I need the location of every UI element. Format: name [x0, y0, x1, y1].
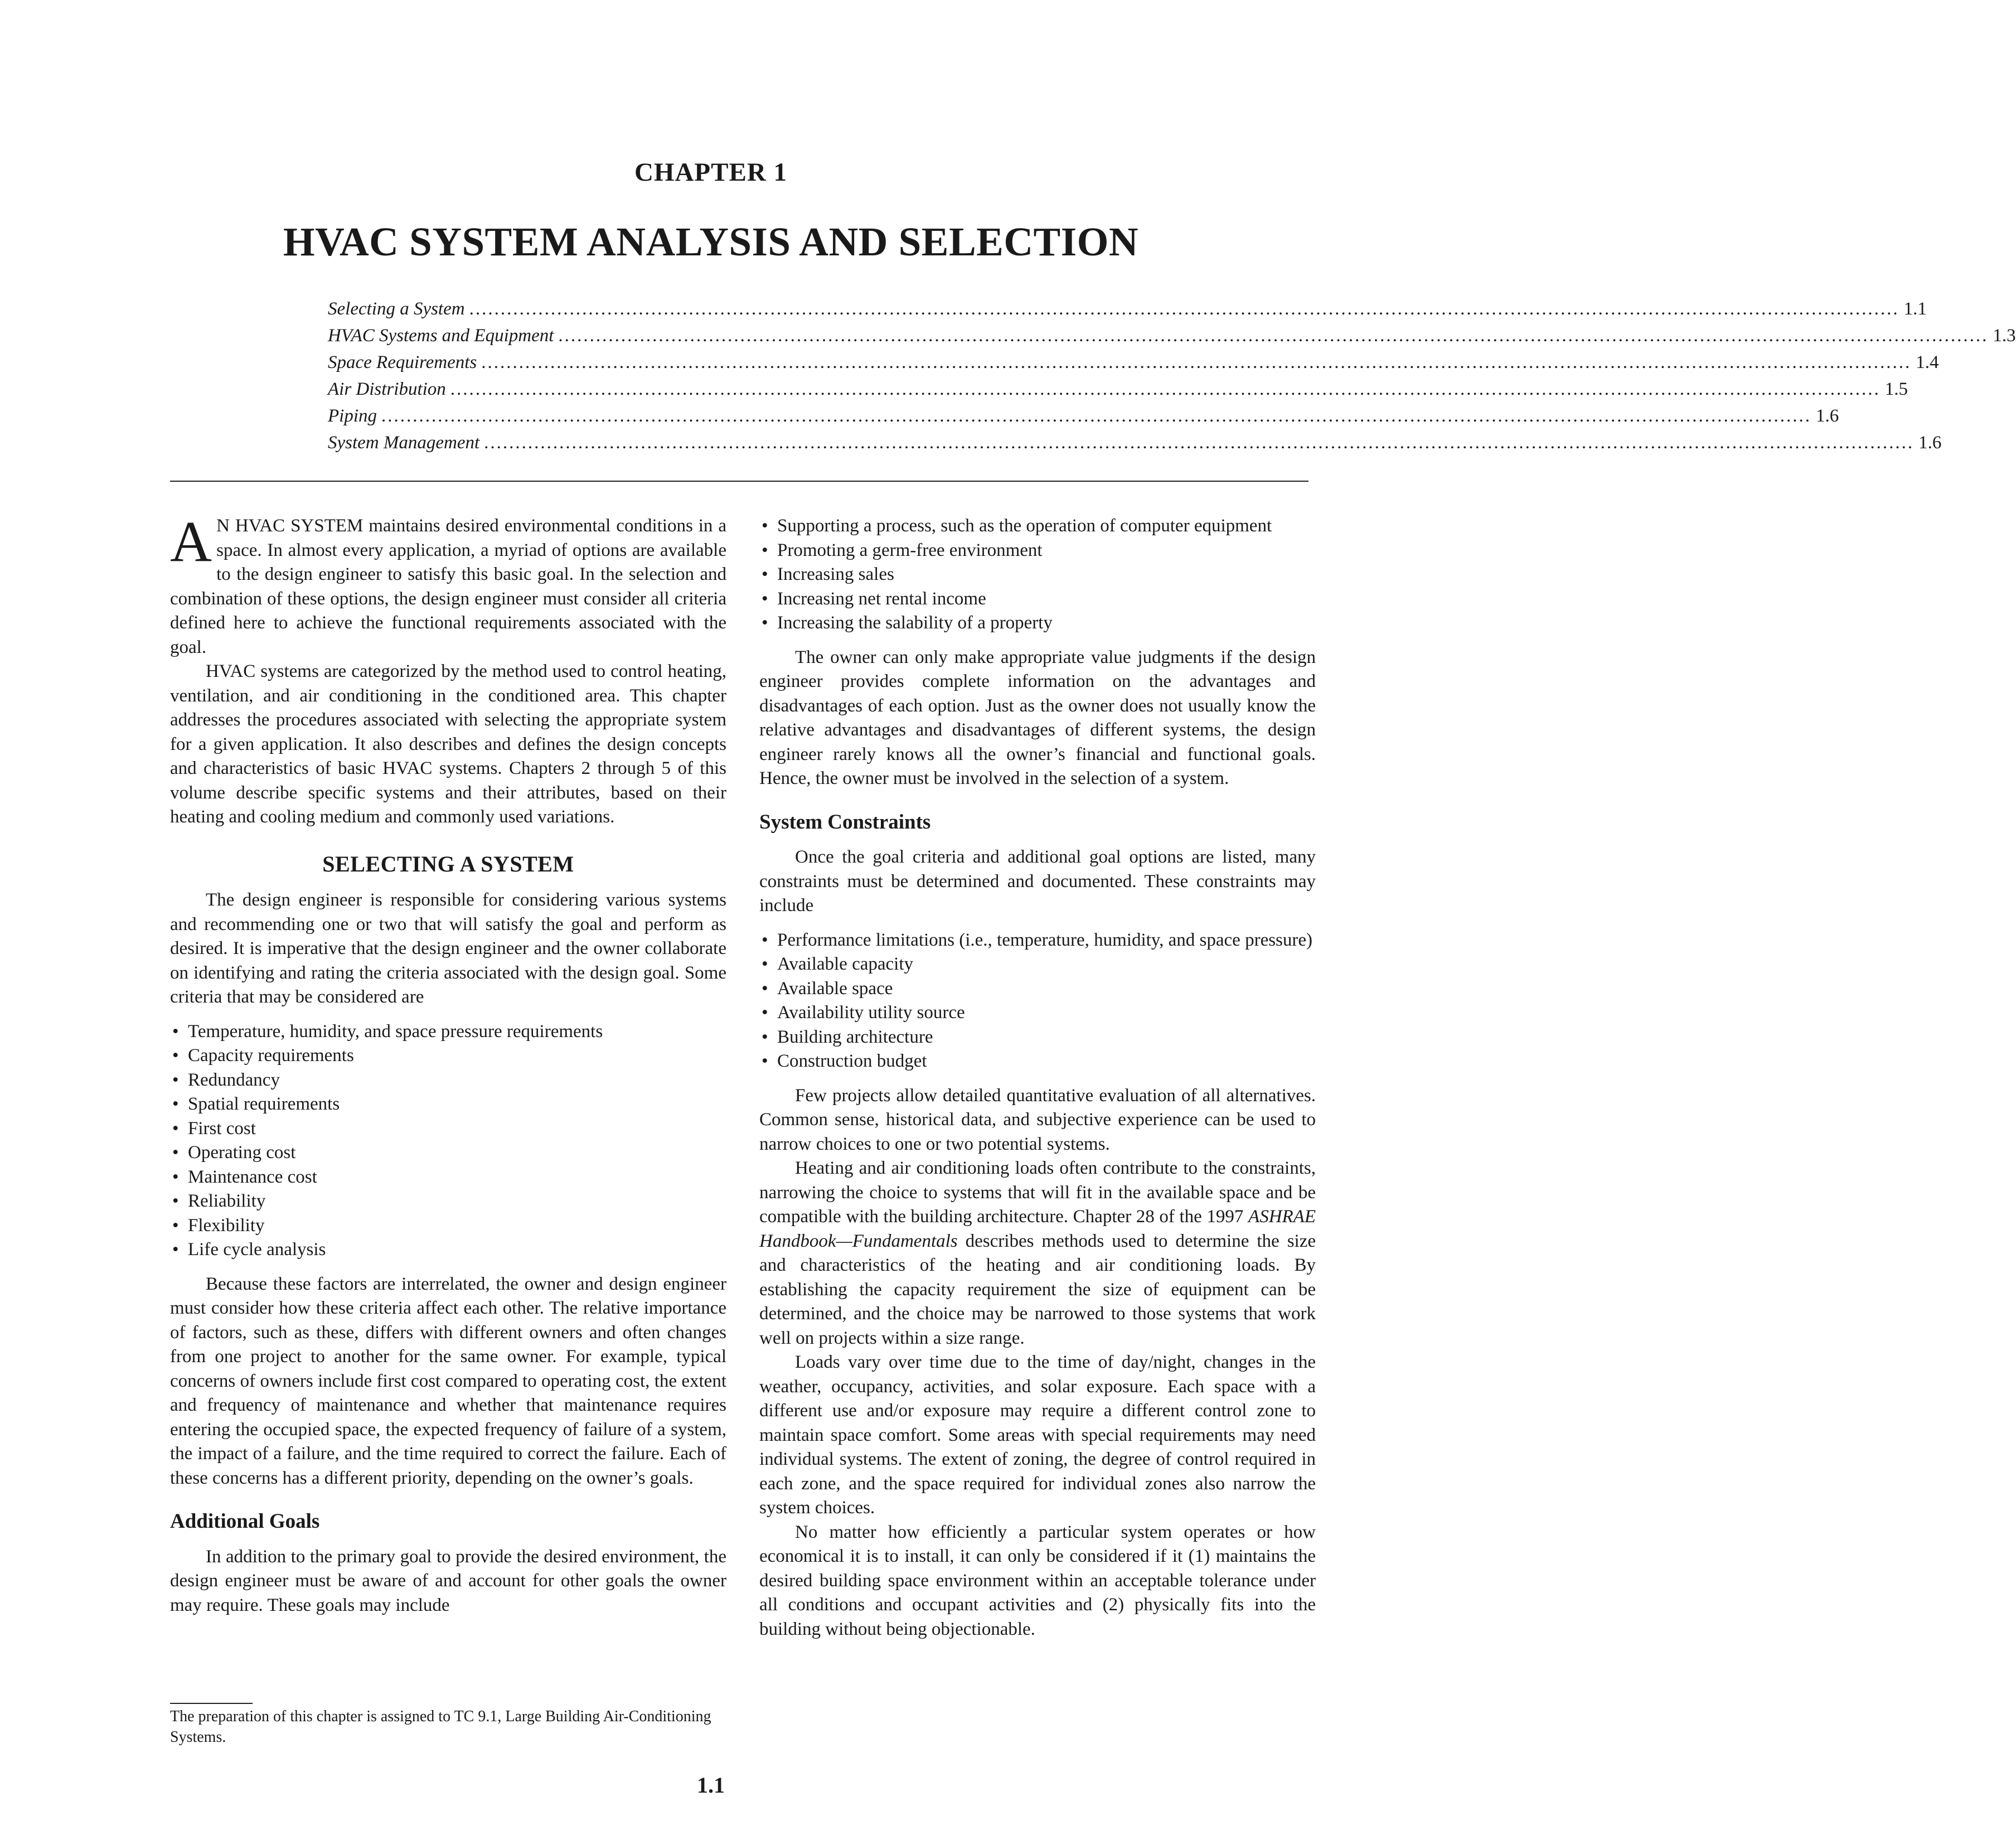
list-item: • Increasing sales — [759, 563, 1316, 587]
goals-list — [759, 514, 1316, 636]
page-number: 1.1 — [697, 1773, 725, 1798]
toc-entry-page: 1.1 — [1903, 299, 1927, 319]
list-item: • Temperature, humidity, and space pressure requirements — [170, 1020, 726, 1044]
constraints-list — [759, 928, 1316, 1074]
toc-entry-title: Air Distribution — [328, 379, 446, 399]
list-item: • Increasing net rental income — [759, 587, 1316, 612]
list-item: • Available capacity — [759, 952, 1316, 977]
toc-entry-title: Piping — [328, 406, 377, 426]
header-divider — [170, 481, 1309, 482]
body-paragraph: The owner can only make appropriate value judgments if the design engineer provides complete information on the advantages and disadvantages of each option. Just as the owner does not usually know the relative advantages and disadvantages of different systems, the design engineer rarely knows all the owner’s financial and functional goals. Hence, the owner must be involved in the selection of a system. — [759, 647, 1316, 788]
body-paragraph — [759, 1156, 1316, 1350]
left-column — [170, 510, 726, 1618]
toc-entry[interactable] — [328, 349, 1939, 376]
toc-entry[interactable] — [328, 322, 2016, 349]
chapter-title: HVAC SYSTEM ANALYSIS AND SELECTION — [283, 219, 1139, 264]
list-item: • Capacity requirements — [170, 1044, 726, 1068]
intro-text: N HVAC SYSTEM maintains desired environmental conditions in a space. In almost every application, a myriad of options are available to the design engineer to satisfy this basic goal. In the selection and combination of these options, the design engineer must consider all criteria defined here to achieve the functional requirements associated with the goal. — [170, 516, 726, 657]
list-item: • Flexibility — [170, 1214, 726, 1238]
footnote-divider — [170, 1703, 253, 1704]
toc-entry-title: Space Requirements — [328, 352, 477, 372]
toc-entry-title: Selecting a System — [328, 299, 465, 319]
footnote: The preparation of this chapter is assigned to TC 9.1, Large Building Air-Conditioning Systems. — [170, 1708, 711, 1746]
toc-entry-page: 1.6 — [1816, 406, 1839, 426]
list-item: • Promoting a germ-free environment — [759, 539, 1316, 563]
subsection-heading: Additional Goals — [170, 1510, 320, 1533]
list-item: • Supporting a process, such as the operation of computer equipment — [759, 514, 1316, 539]
text-run: describes methods used to determine the size and characteristics of the heating and air conditioning loads. By establishing the capacity requirement the size of equipment can be determined, and the choice may be narrowed to those systems that work well on projects within a size range. — [759, 1231, 1316, 1348]
subsection-heading: System Constraints — [759, 810, 931, 834]
toc-leader-dots: .................................................................................................................................................................................................................................... — [481, 352, 1912, 372]
toc-leader-dots: .................................................................................................................................................................................................................................... — [484, 433, 1915, 453]
toc-entry-page: 1.3 — [1993, 326, 2016, 346]
text-run: Heating and air conditioning loads often contribute to the constraints, narrowing the choice to systems that will fit in the available space and be compatible with the building architecture. Chapter 28 of the 1997 — [759, 1158, 1316, 1227]
list-item: • Operating cost — [170, 1141, 726, 1165]
list-item: • Availability utility source — [759, 1001, 1316, 1025]
toc-entry[interactable] — [328, 429, 1942, 456]
table-of-contents — [328, 296, 2016, 456]
toc-entry[interactable] — [328, 296, 1927, 322]
section-heading: SELECTING A SYSTEM — [322, 851, 574, 877]
list-item: • Maintenance cost — [170, 1165, 726, 1190]
toc-entry-page: 1.6 — [1918, 433, 1942, 453]
list-item: • Spatial requirements — [170, 1092, 726, 1117]
drop-cap: A — [170, 510, 212, 574]
list-item: • Construction budget — [759, 1049, 1316, 1074]
toc-leader-dots: .................................................................................................................................................................................................................................... — [558, 326, 1989, 346]
handbook-reference: ASHRAE Handbook—Fundamentals — [759, 1207, 1316, 1251]
body-paragraph: Few projects allow detailed quantitative evaluation of all alternatives. Common sense, historical data, and subjective experience can be used to narrow choices to one or two potential systems. — [759, 1085, 1316, 1154]
list-item: • Redundancy — [170, 1068, 726, 1093]
toc-entry-page: 1.5 — [1884, 379, 1908, 399]
toc-entry[interactable] — [328, 376, 1908, 403]
body-paragraph: Because these factors are interrelated, the owner and design engineer must consider how these criteria affect each other. The relative importance of factors, such as these, differs with different owners and often changes from one project to another for the same owner. For example, typical concerns of owners include first cost compared to operating cost, the extent and frequency of maintenance and whether that maintenance requires entering the occupied space, the expected frequency of failure of a system, the impact of a failure, and the time required to correct the failure. Each of these concerns has a different priority, depending on the owner’s goals. — [170, 1274, 726, 1488]
chapter-label: CHAPTER 1 — [634, 158, 788, 187]
body-paragraph: No matter how efficiently a particular system operates or how economical it is to install, it can only be considered if it (1) maintains the desired building space environment within an acceptable tolerance under all conditions and occupant activities and (2) physically fits into the building without being objectionable. — [759, 1522, 1316, 1639]
toc-entry-page: 1.4 — [1916, 352, 1939, 372]
toc-leader-dots: .................................................................................................................................................................................................................................... — [469, 299, 1899, 319]
list-item: • Reliability — [170, 1189, 726, 1214]
intro-paragraph — [170, 510, 726, 660]
list-item: • Building architecture — [759, 1025, 1316, 1050]
body-paragraph: Loads vary over time due to the time of day/night, changes in the weather, occupancy, activities, and solar exposure. Each space with a different use and/or exposure may require a different control zone to maintain space comfort. Some areas with special requirements may need individual systems. The extent of zoning, the degree of control required in each zone, and the space required for individual zones also narrow the system choices. — [759, 1352, 1316, 1518]
list-item: • Available space — [759, 977, 1316, 1001]
toc-entry-title: System Management — [328, 433, 480, 453]
body-paragraph: Once the goal criteria and additional goal options are listed, many constraints must be determined and documented. These constraints may include — [759, 847, 1316, 916]
body-paragraph: HVAC systems are categorized by the method used to control heating, ventilation, and air conditioning in the conditioned area. This chapter addresses the procedures associated with selecting the appropriate system for a given application. It also describes and defines the design concepts and characteristics of basic HVAC systems. Chapters 2 through 5 of this volume describe specific systems and their attributes, based on their heating and cooling medium and commonly used variations. — [170, 661, 726, 827]
right-column — [759, 514, 1316, 1642]
list-item: • Performance limitations (i.e., temperature, humidity, and space pressure) — [759, 928, 1316, 953]
list-item: • Increasing the salability of a property — [759, 611, 1316, 636]
body-paragraph: In addition to the primary goal to provide the desired environment, the design engineer must be aware of and account for other goals the owner may require. These goals may include — [170, 1546, 726, 1615]
toc-leader-dots: .................................................................................................................................................................................................................................... — [381, 406, 1811, 426]
toc-entry[interactable] — [328, 403, 1839, 429]
toc-entry-title: HVAC Systems and Equipment — [328, 326, 554, 346]
toc-leader-dots: .................................................................................................................................................................................................................................... — [450, 379, 1881, 399]
criteria-list — [170, 1020, 726, 1262]
list-item: • First cost — [170, 1117, 726, 1141]
list-item: • Life cycle analysis — [170, 1238, 726, 1262]
body-paragraph: The design engineer is responsible for considering various systems and recommending one or two that will satisfy the goal and perform as desired. It is imperative that the design engineer and the owner collaborate on identifying and rating the criteria associated with the design goal. Some criteria that may be considered are — [170, 890, 726, 1007]
